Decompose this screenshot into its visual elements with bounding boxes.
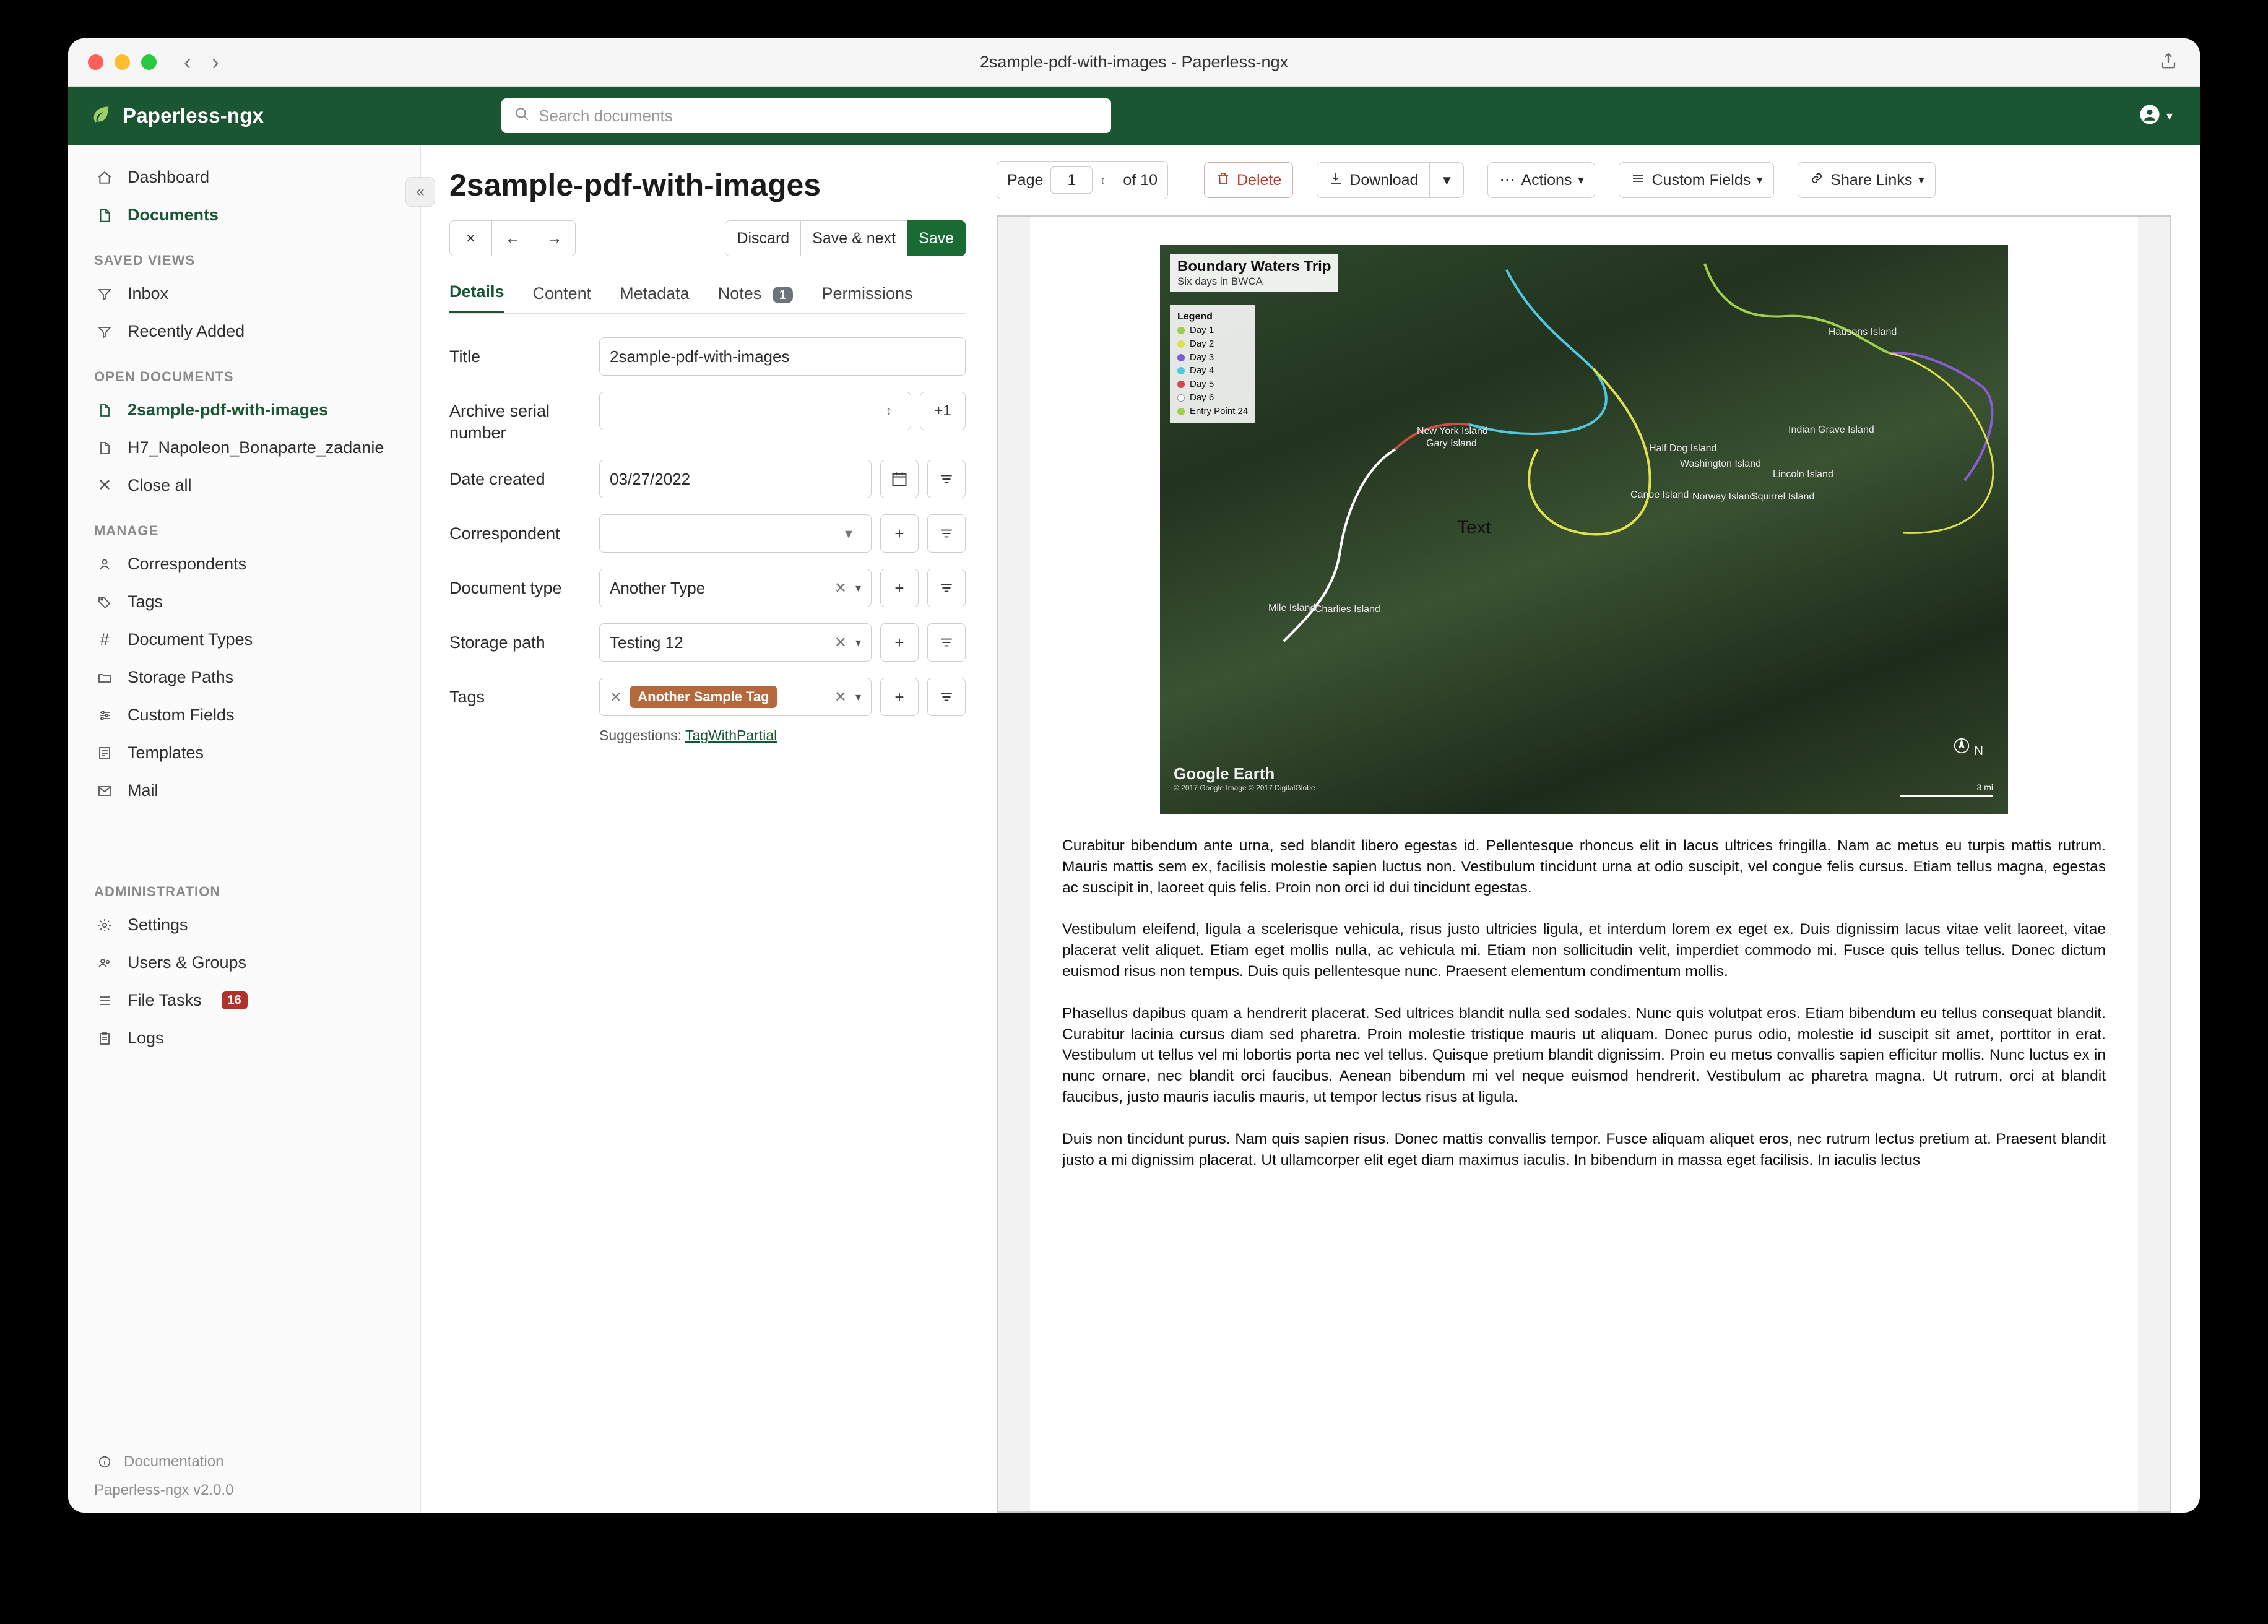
doc-nav-group <box>449 220 576 256</box>
sidebar-section-administration: ADMINISTRATION <box>94 884 221 899</box>
window-title: 2sample-pdf-with-images - Paperless-ngx <box>979 53 1289 71</box>
folder-icon <box>94 670 115 685</box>
brand-name: Paperless-ngx <box>123 104 264 127</box>
document-detail-pane <box>421 145 990 1513</box>
sidebar-item-label: Templates <box>128 743 204 762</box>
remove-tag-icon[interactable]: ✕ <box>610 688 622 705</box>
map-scale-label: 3 mi <box>1976 782 1993 792</box>
sidebar-section-saved-views: SAVED VIEWS <box>94 253 196 268</box>
download-options-button[interactable]: ▾ <box>1429 162 1464 198</box>
clear-icon[interactable]: ✕ <box>834 579 847 597</box>
map-place-label: Washington Island <box>1680 459 1762 469</box>
map-attribution-sub: © 2017 Google Image © 2017 DigitalGlobe <box>1174 784 1315 792</box>
app-window <box>68 38 2200 1513</box>
legend-label: Day 4 <box>1190 365 1214 376</box>
clipboard-icon <box>94 1031 115 1046</box>
mail-icon <box>94 784 115 798</box>
preview-toolbar <box>997 161 2171 199</box>
document-paragraph: Curabitur bibendum ante urna, sed blandit libero egestas id. Pellentesque rhoncus elit in lacus ultrices fringilla. Nam ac metus eu turpis mattis rutrum. Mauris mattis sem ex, facilisis molestie sapien luctus non. Vestibulum tincidunt urna at odio suscipit, vel congue felis cursus. Etiam tellus magna, egestas ac suscipit in, laoreet quis felis. Proin non orci id dui tincidunt egestas. <box>1062 837 2106 896</box>
map-place-label: Norway Island <box>1692 491 1755 502</box>
map-center-text: Text <box>1457 517 1492 538</box>
clear-icon[interactable]: ✕ <box>834 634 847 651</box>
correspondent-label: Correspondent <box>449 524 560 543</box>
custom-fields-label: Custom Fields <box>1651 171 1751 189</box>
sidebar-item-storage-paths[interactable] <box>68 659 420 696</box>
map-place-label: Indian Grave Island <box>1788 425 1874 435</box>
compass-icon <box>1952 736 1983 759</box>
chevron-down-icon[interactable]: ▾ <box>855 690 861 703</box>
page-label: Page <box>1007 171 1044 189</box>
back-icon[interactable]: ‹ <box>184 50 191 74</box>
sidebar-item-label: Close all <box>128 476 192 495</box>
storage-path-value: Testing 12 <box>610 633 683 652</box>
sidebar-item-documentation[interactable] <box>68 1443 420 1471</box>
close-icon: ✕ <box>97 476 112 495</box>
field-document-type <box>449 569 966 607</box>
legend-label: Entry Point 24 <box>1190 405 1249 417</box>
document-type-filter-icon[interactable] <box>927 569 966 607</box>
sidebar-item-label: H7_Napoleon_Bonaparte_zadanie <box>128 438 384 457</box>
chevron-down-icon: ▾ <box>1918 173 1924 186</box>
close-document-button[interactable]: × <box>449 220 491 256</box>
add-tag-button[interactable]: + <box>880 678 919 716</box>
tab-label: Metadata <box>620 284 690 303</box>
sidebar-item-label: Users & Groups <box>128 953 247 972</box>
sliders-icon <box>1630 171 1645 190</box>
map-attribution-text: Google Earth <box>1174 764 1275 783</box>
page-title: 2sample-pdf-with-images <box>449 168 821 202</box>
legend-label: Day 2 <box>1190 338 1214 349</box>
legend-label: Day 3 <box>1190 352 1214 363</box>
brand[interactable] <box>90 104 264 128</box>
save-group <box>725 220 966 256</box>
legend-swatch <box>1177 394 1185 402</box>
info-icon <box>94 1455 115 1469</box>
detail-toolbar <box>449 220 966 256</box>
filter-icon <box>94 287 115 301</box>
compass-label: N <box>1974 745 1983 758</box>
tab-permissions[interactable] <box>821 284 912 313</box>
main-content <box>421 145 2200 1513</box>
forward-icon[interactable]: › <box>212 50 219 74</box>
sidebar-item-logs[interactable] <box>68 1019 420 1057</box>
suggestion-link[interactable]: TagWithPartial <box>685 727 777 744</box>
sidebar-item-label: Logs <box>128 1029 164 1047</box>
person-icon <box>94 557 115 572</box>
legend-swatch <box>1177 327 1185 334</box>
app-header <box>68 87 2200 145</box>
sidebar-item-settings[interactable] <box>68 906 420 944</box>
tab-label: Content <box>532 284 592 303</box>
window-controls[interactable] <box>88 54 157 70</box>
correspondent-filter-icon[interactable] <box>927 514 966 553</box>
tab-content[interactable] <box>533 284 592 313</box>
tab-details[interactable] <box>449 282 504 313</box>
file-tasks-badge: 16 <box>222 991 248 1009</box>
asn-input[interactable] <box>599 392 911 430</box>
detail-tabs <box>449 282 966 314</box>
field-correspondent <box>449 514 966 553</box>
sidebar-item-correspondents[interactable] <box>68 545 420 583</box>
tag-chip[interactable]: Another Sample Tag <box>630 686 776 708</box>
details-form <box>449 337 966 744</box>
storage-label: Storage path <box>449 633 545 652</box>
sidebar-item-label: Document Types <box>128 630 253 649</box>
map-place-label: Mile Island <box>1268 603 1316 613</box>
sidebar-item-label: Inbox <box>128 284 169 303</box>
legend-swatch <box>1177 340 1185 348</box>
sidebar-item-label: Mail <box>128 781 158 800</box>
map-place-label: Charlies Island <box>1315 604 1380 615</box>
chevron-down-icon: ▾ <box>2166 109 2173 123</box>
map-place-label: Lincoln Island <box>1773 469 1833 480</box>
sidebar-item-label: Storage Paths <box>128 668 234 686</box>
actions-button[interactable] <box>1487 162 1595 198</box>
document-paragraph: Vestibulum eleifend, ligula a scelerisque vehicula, risus justo ultricies ligula, et interdum lorem ex eget ex. Duis dignissim lacus vitae velit laoreet, vitae placerat velit aliquet. Etiam eget mollis nulla, ac vehicula mi. Etiam non sollicitudin velit, imperdiet commodo mi. Fusce quis tellus tellus. Donec dictum euismod risus non tempus. Duis quis pellentesque nunc. Praesent elementum condimentum mollis. <box>1062 921 2106 980</box>
search-input[interactable] <box>501 98 1111 133</box>
download-button[interactable] <box>1317 162 1429 198</box>
suggestions-label: Suggestions: <box>599 727 682 744</box>
tab-notes[interactable] <box>718 284 794 313</box>
leaf-icon <box>90 104 111 128</box>
save-and-next-button[interactable]: Save & next <box>800 220 907 256</box>
stepper-icon[interactable]: ↕ <box>886 404 892 418</box>
map-place-label: Hausons Island <box>1829 327 1897 337</box>
date-value: 03/27/2022 <box>610 469 691 488</box>
sidebar-section-open-documents: OPEN DOCUMENTS <box>94 369 234 384</box>
stepper-icon[interactable]: ↕ <box>1100 173 1106 186</box>
account-menu[interactable] <box>2139 104 2173 128</box>
file-icon <box>94 441 115 456</box>
legend-swatch <box>1177 367 1185 374</box>
template-icon <box>94 746 115 761</box>
asn-label: Archive serial number <box>449 402 550 443</box>
map-attribution <box>1174 764 1315 792</box>
share-links-button[interactable] <box>1798 162 1936 198</box>
delete-label: Delete <box>1237 171 1282 189</box>
asn-next-button[interactable]: +1 <box>920 392 966 430</box>
sidebar-item-inbox[interactable] <box>68 275 420 313</box>
date-input[interactable] <box>599 460 872 498</box>
document-type-select[interactable] <box>599 569 872 607</box>
chevron-down-icon[interactable]: ▾ <box>844 525 852 542</box>
legend-swatch <box>1177 381 1185 388</box>
page-selector[interactable] <box>997 161 1168 199</box>
user-icon <box>2139 104 2160 128</box>
storage-path-select[interactable] <box>599 623 872 662</box>
field-storage-path <box>449 623 966 662</box>
share-links-label: Share Links <box>1830 171 1913 189</box>
chevron-down-icon: ▾ <box>1578 173 1584 186</box>
tags-label: Tags <box>449 688 485 707</box>
sidebar-item-label: Settings <box>128 915 188 934</box>
minimize-window-button[interactable] <box>115 54 130 70</box>
document-paragraph: Phasellus dapibus quam a hendrerit placerat. Sed ultrices blandit nulla sed sodales. Nunc quis volutpat eros. Etiam bibendum eu tellus consequat blandit. Curabitur lacinia cursus diam sed pharetra. Proin molestie tristique mauris ut aliquam. Donec purus odio, molestie id suscipit sit amet, porttitor in erat. Vestibulum ut tellus vel mi lobortis porta nec vel tellus. Quisque pretium blandit dignissim. Proin eu metus convallis sapien efficitur mollis. Nunc luctus ex in nunc ornare, nec blandit orci faucibus. Aenean bibendum mi vel neque euismod hendrerit. Vestibulum ac pharetra magna. Ut rutrum, orci at blandit faucibus, justo mauris iaculis mauris, ut tempor lectus risus at ligula. <box>1062 1004 2106 1105</box>
legend-label: Day 6 <box>1190 392 1214 403</box>
save-button[interactable]: Save <box>907 220 966 256</box>
sidebar-item-documents[interactable] <box>68 196 420 234</box>
pdf-viewer[interactable] <box>997 215 2171 1513</box>
tag-icon <box>94 595 115 610</box>
sidebar <box>68 145 425 1513</box>
sidebar-item-label: Dashboard <box>128 168 210 186</box>
actions-label: Actions <box>1521 171 1572 189</box>
download-label: Download <box>1349 171 1419 189</box>
map-place-label: Gary Island <box>1426 438 1477 449</box>
map-title <box>1170 254 1338 292</box>
calendar-icon[interactable] <box>880 460 919 498</box>
list-icon <box>94 993 115 1008</box>
sidebar-item-label: 2sample-pdf-with-images <box>128 400 329 419</box>
legend-title: Legend <box>1177 311 1213 322</box>
custom-fields-button[interactable] <box>1619 162 1774 198</box>
app-version: Paperless-ngx v2.0.0 <box>94 1482 234 1498</box>
maximize-window-button[interactable] <box>141 54 157 70</box>
sidebar-item-file-tasks[interactable] <box>68 982 420 1019</box>
tab-metadata[interactable] <box>620 284 690 313</box>
sidebar-item-open-doc-1[interactable] <box>68 391 420 429</box>
map-image <box>1160 245 2008 814</box>
home-icon <box>94 170 115 186</box>
sidebar-item-label: Recently Added <box>128 322 245 340</box>
sidebar-item-tags[interactable] <box>68 583 420 621</box>
tags-filter-icon[interactable] <box>927 678 966 716</box>
title-label: Title <box>449 347 481 366</box>
sidebar-item-recently-added[interactable] <box>68 313 420 350</box>
map-place-label: Canoe Island <box>1630 490 1689 500</box>
map-subtitle-text: Six days in BWCA <box>1177 275 1263 287</box>
field-archive-serial-number <box>449 392 966 444</box>
sidebar-collapse-button[interactable]: « <box>405 177 435 207</box>
link-icon <box>1809 171 1824 190</box>
sidebar-item-document-types[interactable] <box>68 621 420 659</box>
document-type-value: Another Type <box>610 578 706 597</box>
sidebar-item-label: File Tasks <box>128 991 202 1009</box>
sidebar-item-custom-fields[interactable] <box>68 696 420 734</box>
users-icon <box>94 956 115 970</box>
legend-swatch <box>1177 354 1185 361</box>
document-preview-pane <box>990 145 2200 1513</box>
tab-label: Details <box>449 282 504 301</box>
map-scale <box>1900 782 1993 797</box>
legend-label: Day 5 <box>1190 379 1214 390</box>
download-group <box>1317 162 1464 198</box>
sidebar-item-label: Documents <box>128 205 219 224</box>
filter-icon <box>94 324 115 339</box>
tags-select[interactable] <box>599 678 872 716</box>
documentation-label: Documentation <box>124 1453 224 1470</box>
add-document-type-button[interactable]: + <box>880 569 919 607</box>
map-scale-bar <box>1900 795 1993 797</box>
document-paragraph: Duis non tincidunt purus. Nam quis sapien risus. Donec mattis convallis tempor. Fusce aliquam aliquet eros, nec rutrum lectus pretium at. Praesent blandit justo a mi dignissim placerat. Ut ullamcorper elit eget diam maximus iaculis. In bibendum in massa eget facilisis. In iaculis lectus <box>1062 1130 2106 1168</box>
legend-swatch <box>1177 408 1185 415</box>
title-input[interactable] <box>599 337 966 376</box>
storage-path-filter-icon[interactable] <box>927 623 966 662</box>
add-correspondent-button[interactable]: + <box>880 514 919 553</box>
trash-icon <box>1216 171 1231 190</box>
pdf-page <box>1030 217 2138 1511</box>
previous-document-button[interactable]: ← <box>491 220 534 256</box>
sidebar-item-mail[interactable] <box>68 772 420 810</box>
tag-suggestions <box>599 727 966 744</box>
window-titlebar <box>68 38 2200 87</box>
sliders-icon <box>94 708 115 723</box>
sidebar-item-dashboard[interactable] <box>68 158 420 196</box>
tab-label: Permissions <box>821 284 913 303</box>
sidebar-item-users-groups[interactable] <box>68 944 420 982</box>
close-window-button[interactable] <box>88 54 103 70</box>
sidebar-section-manage: MANAGE <box>94 523 159 538</box>
sidebar-item-label: Tags <box>128 592 163 611</box>
hash-icon: # <box>100 630 110 649</box>
map-title-text: Boundary Waters Trip <box>1177 258 1331 275</box>
map-place-label: Squirrel Island <box>1751 491 1815 502</box>
sidebar-item-label: Correspondents <box>128 555 247 573</box>
share-icon[interactable] <box>2159 51 2178 73</box>
add-storage-path-button[interactable]: + <box>880 623 919 662</box>
notes-count-badge: 1 <box>773 287 794 303</box>
page-total-label: of 10 <box>1123 171 1158 189</box>
documents-icon <box>94 207 115 223</box>
ellipsis-icon: ⋯ <box>1499 171 1515 189</box>
chevron-down-icon[interactable]: ▾ <box>855 581 861 594</box>
search-placeholder: Search documents <box>539 106 673 125</box>
search-icon <box>514 106 530 126</box>
map-place-label: New York Island <box>1417 426 1488 436</box>
tab-label: Notes <box>717 284 762 303</box>
legend-label: Day 1 <box>1190 325 1214 336</box>
discard-button[interactable]: Discard <box>725 220 800 256</box>
map-place-label: Half Dog Island <box>1649 443 1717 454</box>
delete-button[interactable] <box>1204 162 1293 198</box>
correspondent-select[interactable] <box>599 514 872 553</box>
chevron-down-icon[interactable]: ▾ <box>855 636 861 649</box>
field-tags <box>449 678 966 716</box>
sidebar-item-label: Custom Fields <box>128 706 235 724</box>
date-label: Date created <box>449 470 545 489</box>
next-document-button[interactable]: → <box>534 220 576 256</box>
sidebar-item-close-all[interactable] <box>68 467 420 504</box>
field-title <box>449 337 966 376</box>
date-filter-icon[interactable] <box>927 460 966 498</box>
page-number-input[interactable]: 1 <box>1050 166 1093 194</box>
doctype-label: Document type <box>449 579 562 598</box>
title-value: 2sample-pdf-with-images <box>610 347 790 366</box>
gear-icon <box>94 918 115 933</box>
sidebar-item-open-doc-2[interactable] <box>68 429 420 467</box>
sidebar-item-templates[interactable] <box>68 734 420 772</box>
chevron-down-icon: ▾ <box>1757 173 1763 186</box>
map-legend <box>1170 304 1255 423</box>
field-date-created <box>449 460 966 498</box>
download-icon <box>1328 171 1343 190</box>
clear-icon[interactable]: ✕ <box>834 688 847 706</box>
file-icon <box>94 403 115 418</box>
